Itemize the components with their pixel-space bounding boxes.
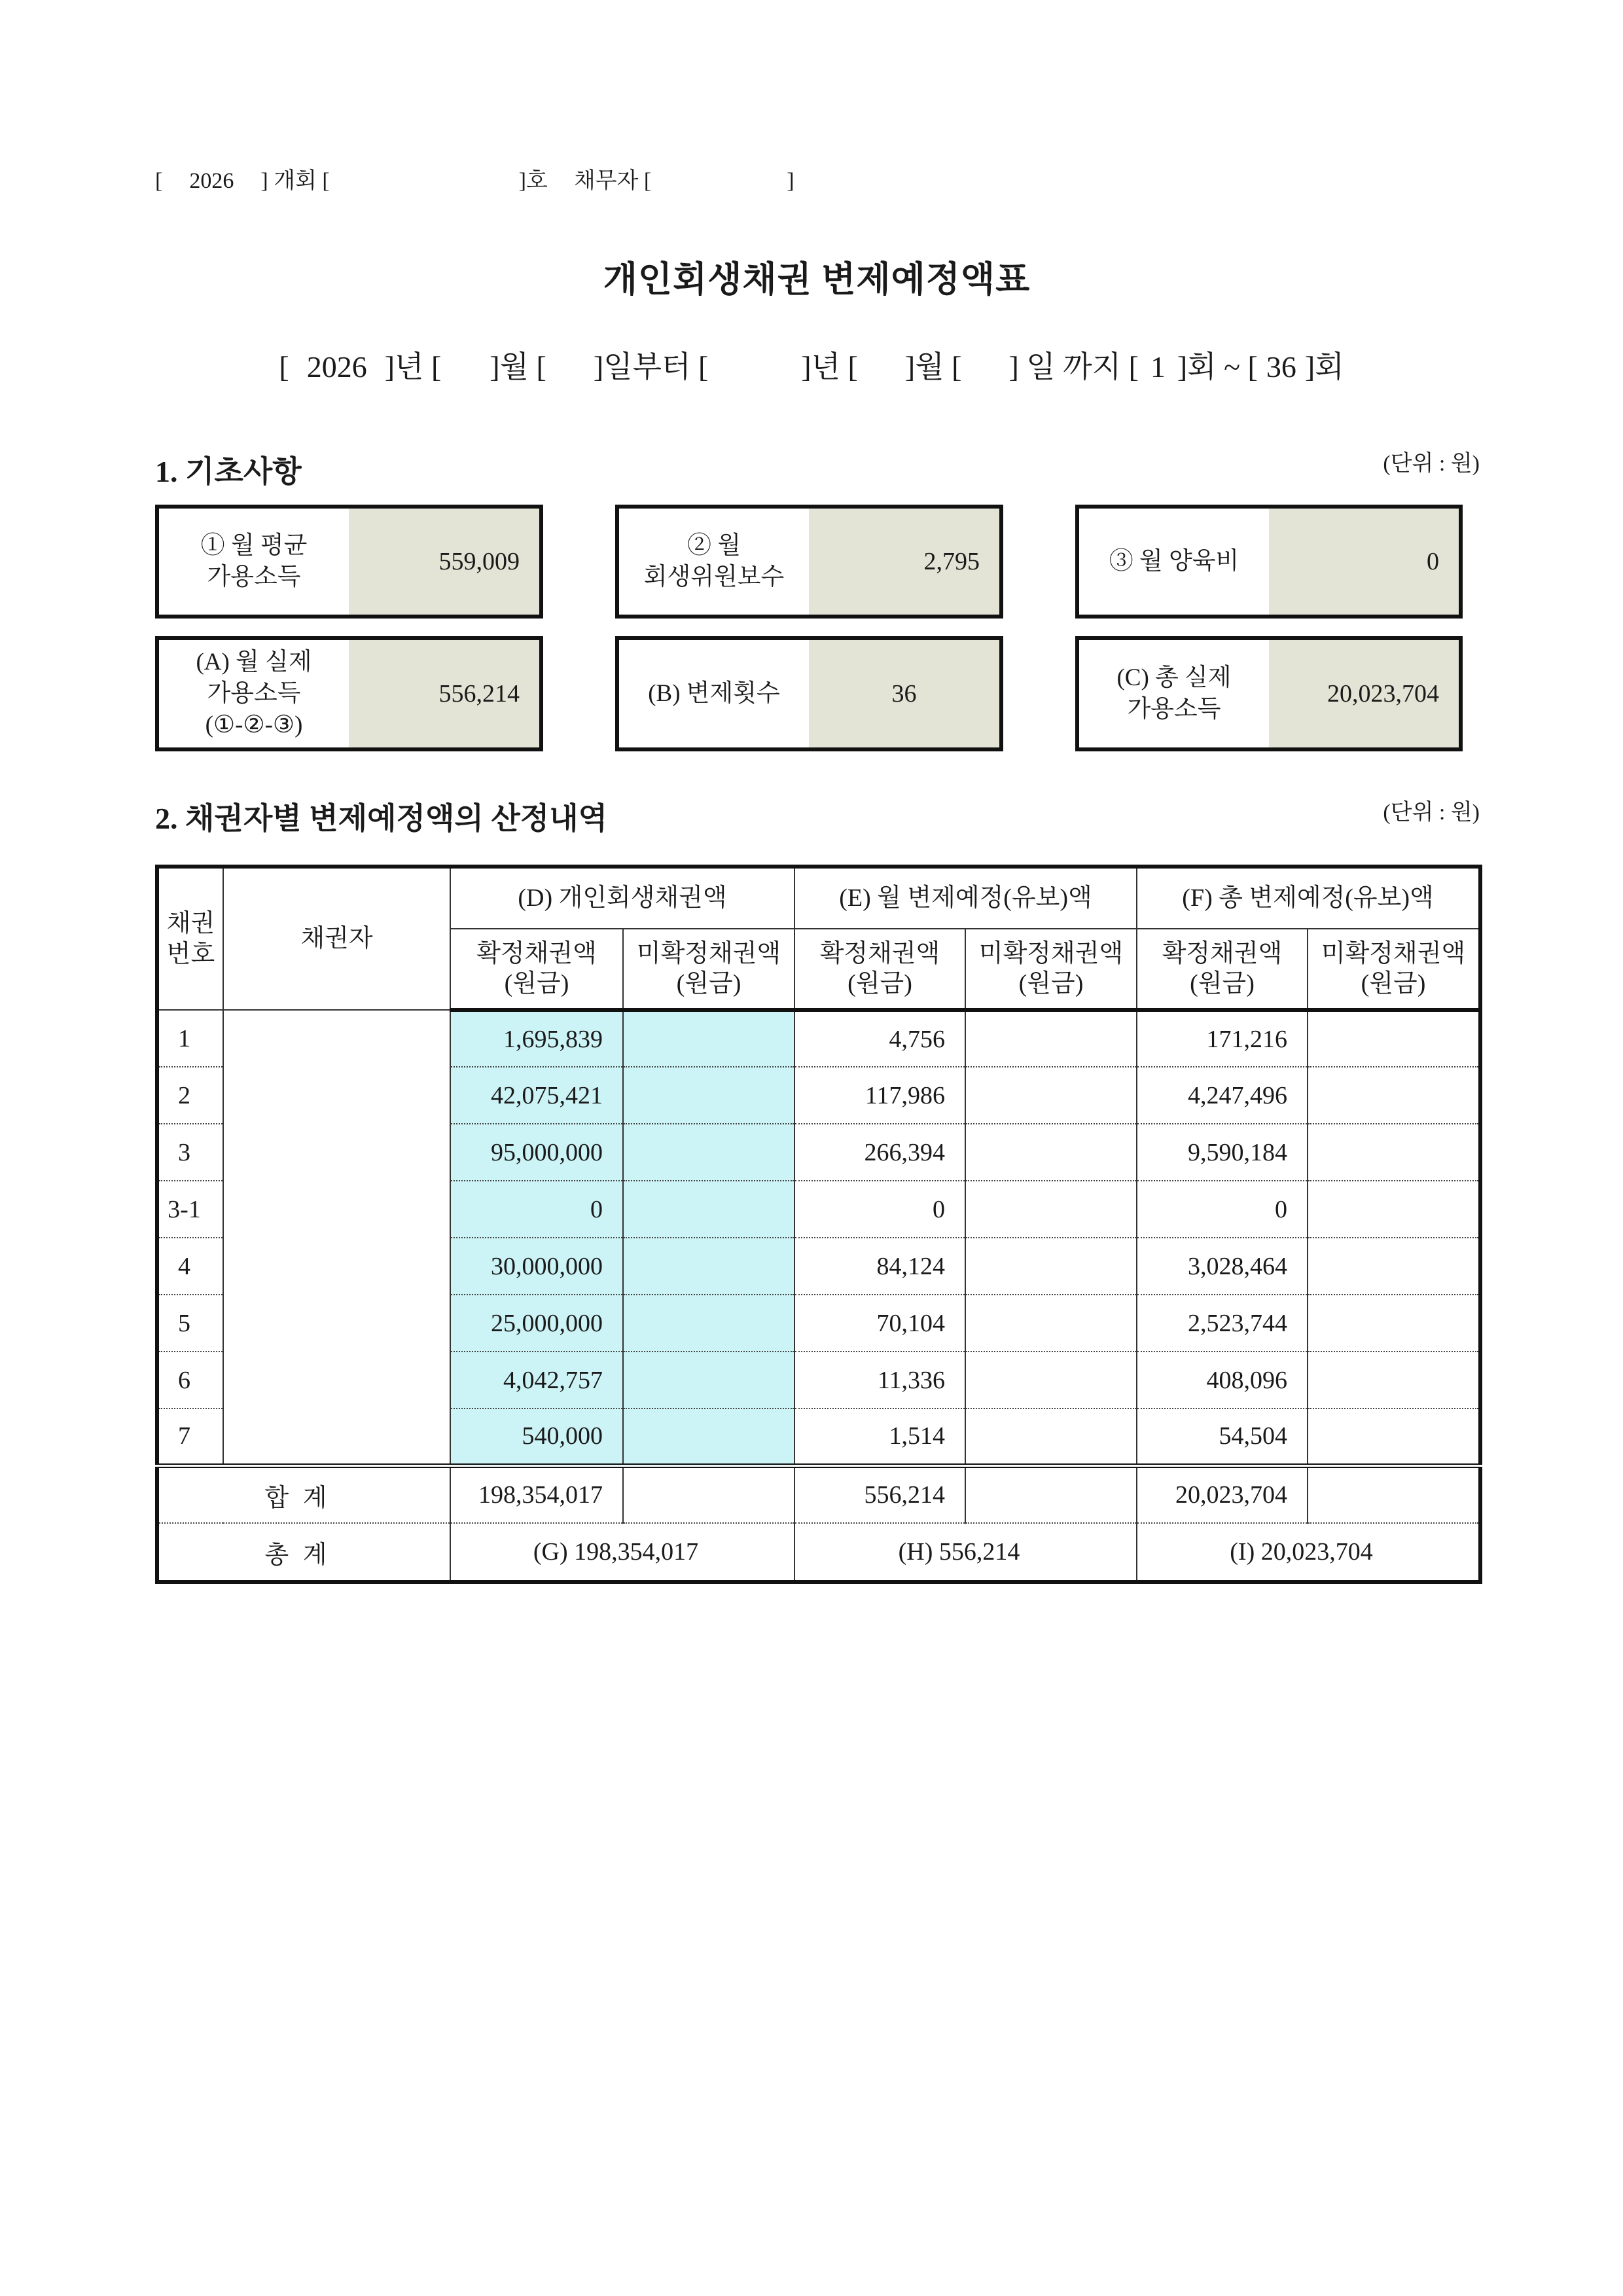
box-label: (C) 총 실제 가용소득 xyxy=(1116,664,1232,723)
document-title: 개인회생채권 변제예정액표 xyxy=(603,260,1031,299)
period-text: ]년 [ xyxy=(801,350,858,384)
period-text: ] 일 까지 [ xyxy=(1008,350,1139,384)
f-unconfirmed-cell xyxy=(1308,1124,1480,1181)
d-confirmed-cell: 42,075,421 xyxy=(450,1067,623,1124)
subtotal-e-confirmed: 556,214 xyxy=(794,1465,965,1523)
f-confirmed-cell: 3,028,464 xyxy=(1137,1238,1308,1295)
box-label: (B) 변제횟수 xyxy=(648,679,780,707)
case-suffix: ]호 xyxy=(518,169,548,193)
claim-number: 1 xyxy=(157,1010,223,1067)
claim-number: 3-1 xyxy=(157,1181,223,1238)
d-unconfirmed-cell xyxy=(623,1067,794,1124)
e-confirmed-cell: 1,514 xyxy=(794,1408,965,1465)
d-unconfirmed-cell xyxy=(623,1238,794,1295)
claim-number: 2 xyxy=(157,1067,223,1124)
box-value: 20,023,704 xyxy=(1269,640,1459,747)
case-number-line xyxy=(155,162,794,194)
monthly-average-income-box xyxy=(155,505,543,619)
f-unconfirmed-cell xyxy=(1308,1408,1480,1465)
box-label: ③ 월 양육비 xyxy=(1109,547,1240,575)
d-confirmed-cell: 0 xyxy=(450,1181,623,1238)
f-unconfirmed-cell xyxy=(1308,1010,1480,1067)
f-confirmed-cell: 4,247,496 xyxy=(1137,1067,1308,1124)
monthly-repayment-header: (E) 월 변제예정(유보)액 xyxy=(794,867,1137,929)
period-text: [ xyxy=(279,350,289,384)
start-year: 2026 xyxy=(306,350,367,384)
claim-number: 4 xyxy=(157,1238,223,1295)
period-text: ]일부터 [ xyxy=(593,350,709,384)
subtotal-row xyxy=(157,1465,1480,1523)
confirmed-header: 확정채권액 (원금) xyxy=(1137,929,1308,1010)
confirmed-header: 확정채권액 (원금) xyxy=(450,929,623,1010)
total-actual-income-box xyxy=(1075,636,1463,751)
f-unconfirmed-cell xyxy=(1308,1295,1480,1352)
d-confirmed-cell: 25,000,000 xyxy=(450,1295,623,1352)
claim-number: 3 xyxy=(157,1124,223,1181)
grand-total-row xyxy=(157,1523,1480,1582)
d-confirmed-cell: 30,000,000 xyxy=(450,1238,623,1295)
repayment-schedule-table xyxy=(155,865,1482,1584)
claim-number: 6 xyxy=(157,1352,223,1408)
period-text: ]회 ~ [ xyxy=(1177,350,1258,384)
repayment-count-box xyxy=(615,636,1003,751)
case-open-bracket: [ xyxy=(155,169,163,193)
e-confirmed-cell: 4,756 xyxy=(794,1010,965,1067)
e-unconfirmed-cell xyxy=(965,1067,1137,1124)
period-text: ]월 [ xyxy=(904,350,962,384)
total-h: (H) 556,214 xyxy=(794,1523,1137,1582)
case-label: ] 개회 [ xyxy=(260,169,330,193)
section-2-unit: (단위 : 원) xyxy=(1383,800,1480,825)
f-unconfirmed-cell xyxy=(1308,1238,1480,1295)
e-confirmed-cell: 117,986 xyxy=(794,1067,965,1124)
d-confirmed-cell: 1,695,839 xyxy=(450,1010,623,1067)
section-1-unit: (단위 : 원) xyxy=(1383,452,1480,476)
period-text: ]회 xyxy=(1304,350,1344,384)
d-unconfirmed-cell xyxy=(623,1181,794,1238)
e-confirmed-cell: 70,104 xyxy=(794,1295,965,1352)
f-confirmed-cell: 54,504 xyxy=(1137,1408,1308,1465)
box-label: ① 월 평균 가용소득 xyxy=(200,531,308,590)
total-i: (I) 20,023,704 xyxy=(1137,1523,1480,1582)
e-unconfirmed-cell xyxy=(965,1408,1137,1465)
period-text: ]년 [ xyxy=(384,350,442,384)
box-value: 2,795 xyxy=(809,509,999,615)
e-unconfirmed-cell xyxy=(965,1352,1137,1408)
d-unconfirmed-cell xyxy=(623,1124,794,1181)
box-value: 556,214 xyxy=(349,640,539,747)
header-row xyxy=(157,867,1480,929)
box-label: ② 월 회생위원보수 xyxy=(643,531,785,590)
to-round: 36 xyxy=(1266,350,1296,384)
d-confirmed-cell: 4,042,757 xyxy=(450,1352,623,1408)
d-unconfirmed-cell xyxy=(623,1010,794,1067)
e-confirmed-cell: 0 xyxy=(794,1181,965,1238)
f-confirmed-cell: 0 xyxy=(1137,1181,1308,1238)
e-unconfirmed-cell xyxy=(965,1295,1137,1352)
claim-amount-header: (D) 개인회생채권액 xyxy=(450,867,794,929)
subtotal-f-confirmed: 20,023,704 xyxy=(1137,1465,1308,1523)
d-unconfirmed-cell xyxy=(623,1352,794,1408)
monthly-actual-income-box xyxy=(155,636,543,751)
e-unconfirmed-cell xyxy=(965,1124,1137,1181)
debtor-close-bracket: ] xyxy=(787,169,794,193)
debtor-label: 채무자 [ xyxy=(573,169,652,193)
trustee-fee-box xyxy=(615,505,1003,619)
box-label: (A) 월 실제 가용소득 (①-②-③) xyxy=(196,648,312,739)
e-confirmed-cell: 266,394 xyxy=(794,1124,965,1181)
e-unconfirmed-cell xyxy=(965,1181,1137,1238)
claim-number-header: 채권 번호 xyxy=(157,867,223,1010)
e-confirmed-cell: 84,124 xyxy=(794,1238,965,1295)
unconfirmed-header: 미확정채권액 (원금) xyxy=(965,929,1137,1010)
e-confirmed-cell: 11,336 xyxy=(794,1352,965,1408)
box-value: 559,009 xyxy=(349,509,539,615)
subtotal-label: 합 계 xyxy=(157,1465,450,1523)
period-text: ]월 [ xyxy=(490,350,546,384)
child-support-box xyxy=(1075,505,1463,619)
claim-number: 7 xyxy=(157,1408,223,1465)
f-confirmed-cell: 9,590,184 xyxy=(1137,1124,1308,1181)
total-repayment-header: (F) 총 변제예정(유보)액 xyxy=(1137,867,1480,929)
creditor-name-cell xyxy=(223,1010,450,1465)
subtotal-d-unconfirmed xyxy=(623,1465,794,1523)
unconfirmed-header: 미확정채권액 (원금) xyxy=(623,929,794,1010)
table-row xyxy=(157,1010,1480,1067)
d-unconfirmed-cell xyxy=(623,1408,794,1465)
section-1-heading: 1. 기초사항 xyxy=(155,455,302,488)
from-round: 1 xyxy=(1150,350,1166,384)
case-year: 2026 xyxy=(189,169,234,193)
f-unconfirmed-cell xyxy=(1308,1181,1480,1238)
total-g: (G) 198,354,017 xyxy=(450,1523,794,1582)
creditor-header: 채권자 xyxy=(223,867,450,1010)
section-2-heading: 2. 채권자별 변제예정액의 산정내역 xyxy=(155,802,608,835)
f-confirmed-cell: 2,523,744 xyxy=(1137,1295,1308,1352)
repayment-period-line xyxy=(0,343,1623,386)
e-unconfirmed-cell xyxy=(965,1238,1137,1295)
unconfirmed-header: 미확정채권액 (원금) xyxy=(1308,929,1480,1010)
d-confirmed-cell: 540,000 xyxy=(450,1408,623,1465)
f-confirmed-cell: 408,096 xyxy=(1137,1352,1308,1408)
box-value: 36 xyxy=(809,640,999,747)
claim-number: 5 xyxy=(157,1295,223,1352)
confirmed-header: 확정채권액 (원금) xyxy=(794,929,965,1010)
e-unconfirmed-cell xyxy=(965,1010,1137,1067)
subtotal-e-unconfirmed xyxy=(965,1465,1137,1523)
d-unconfirmed-cell xyxy=(623,1295,794,1352)
subtotal-f-unconfirmed xyxy=(1308,1465,1480,1523)
f-confirmed-cell: 171,216 xyxy=(1137,1010,1308,1067)
f-unconfirmed-cell xyxy=(1308,1067,1480,1124)
f-unconfirmed-cell xyxy=(1308,1352,1480,1408)
grand-total-label: 총 계 xyxy=(157,1523,450,1582)
subtotal-d-confirmed: 198,354,017 xyxy=(450,1465,623,1523)
box-value: 0 xyxy=(1269,509,1459,615)
d-confirmed-cell: 95,000,000 xyxy=(450,1124,623,1181)
